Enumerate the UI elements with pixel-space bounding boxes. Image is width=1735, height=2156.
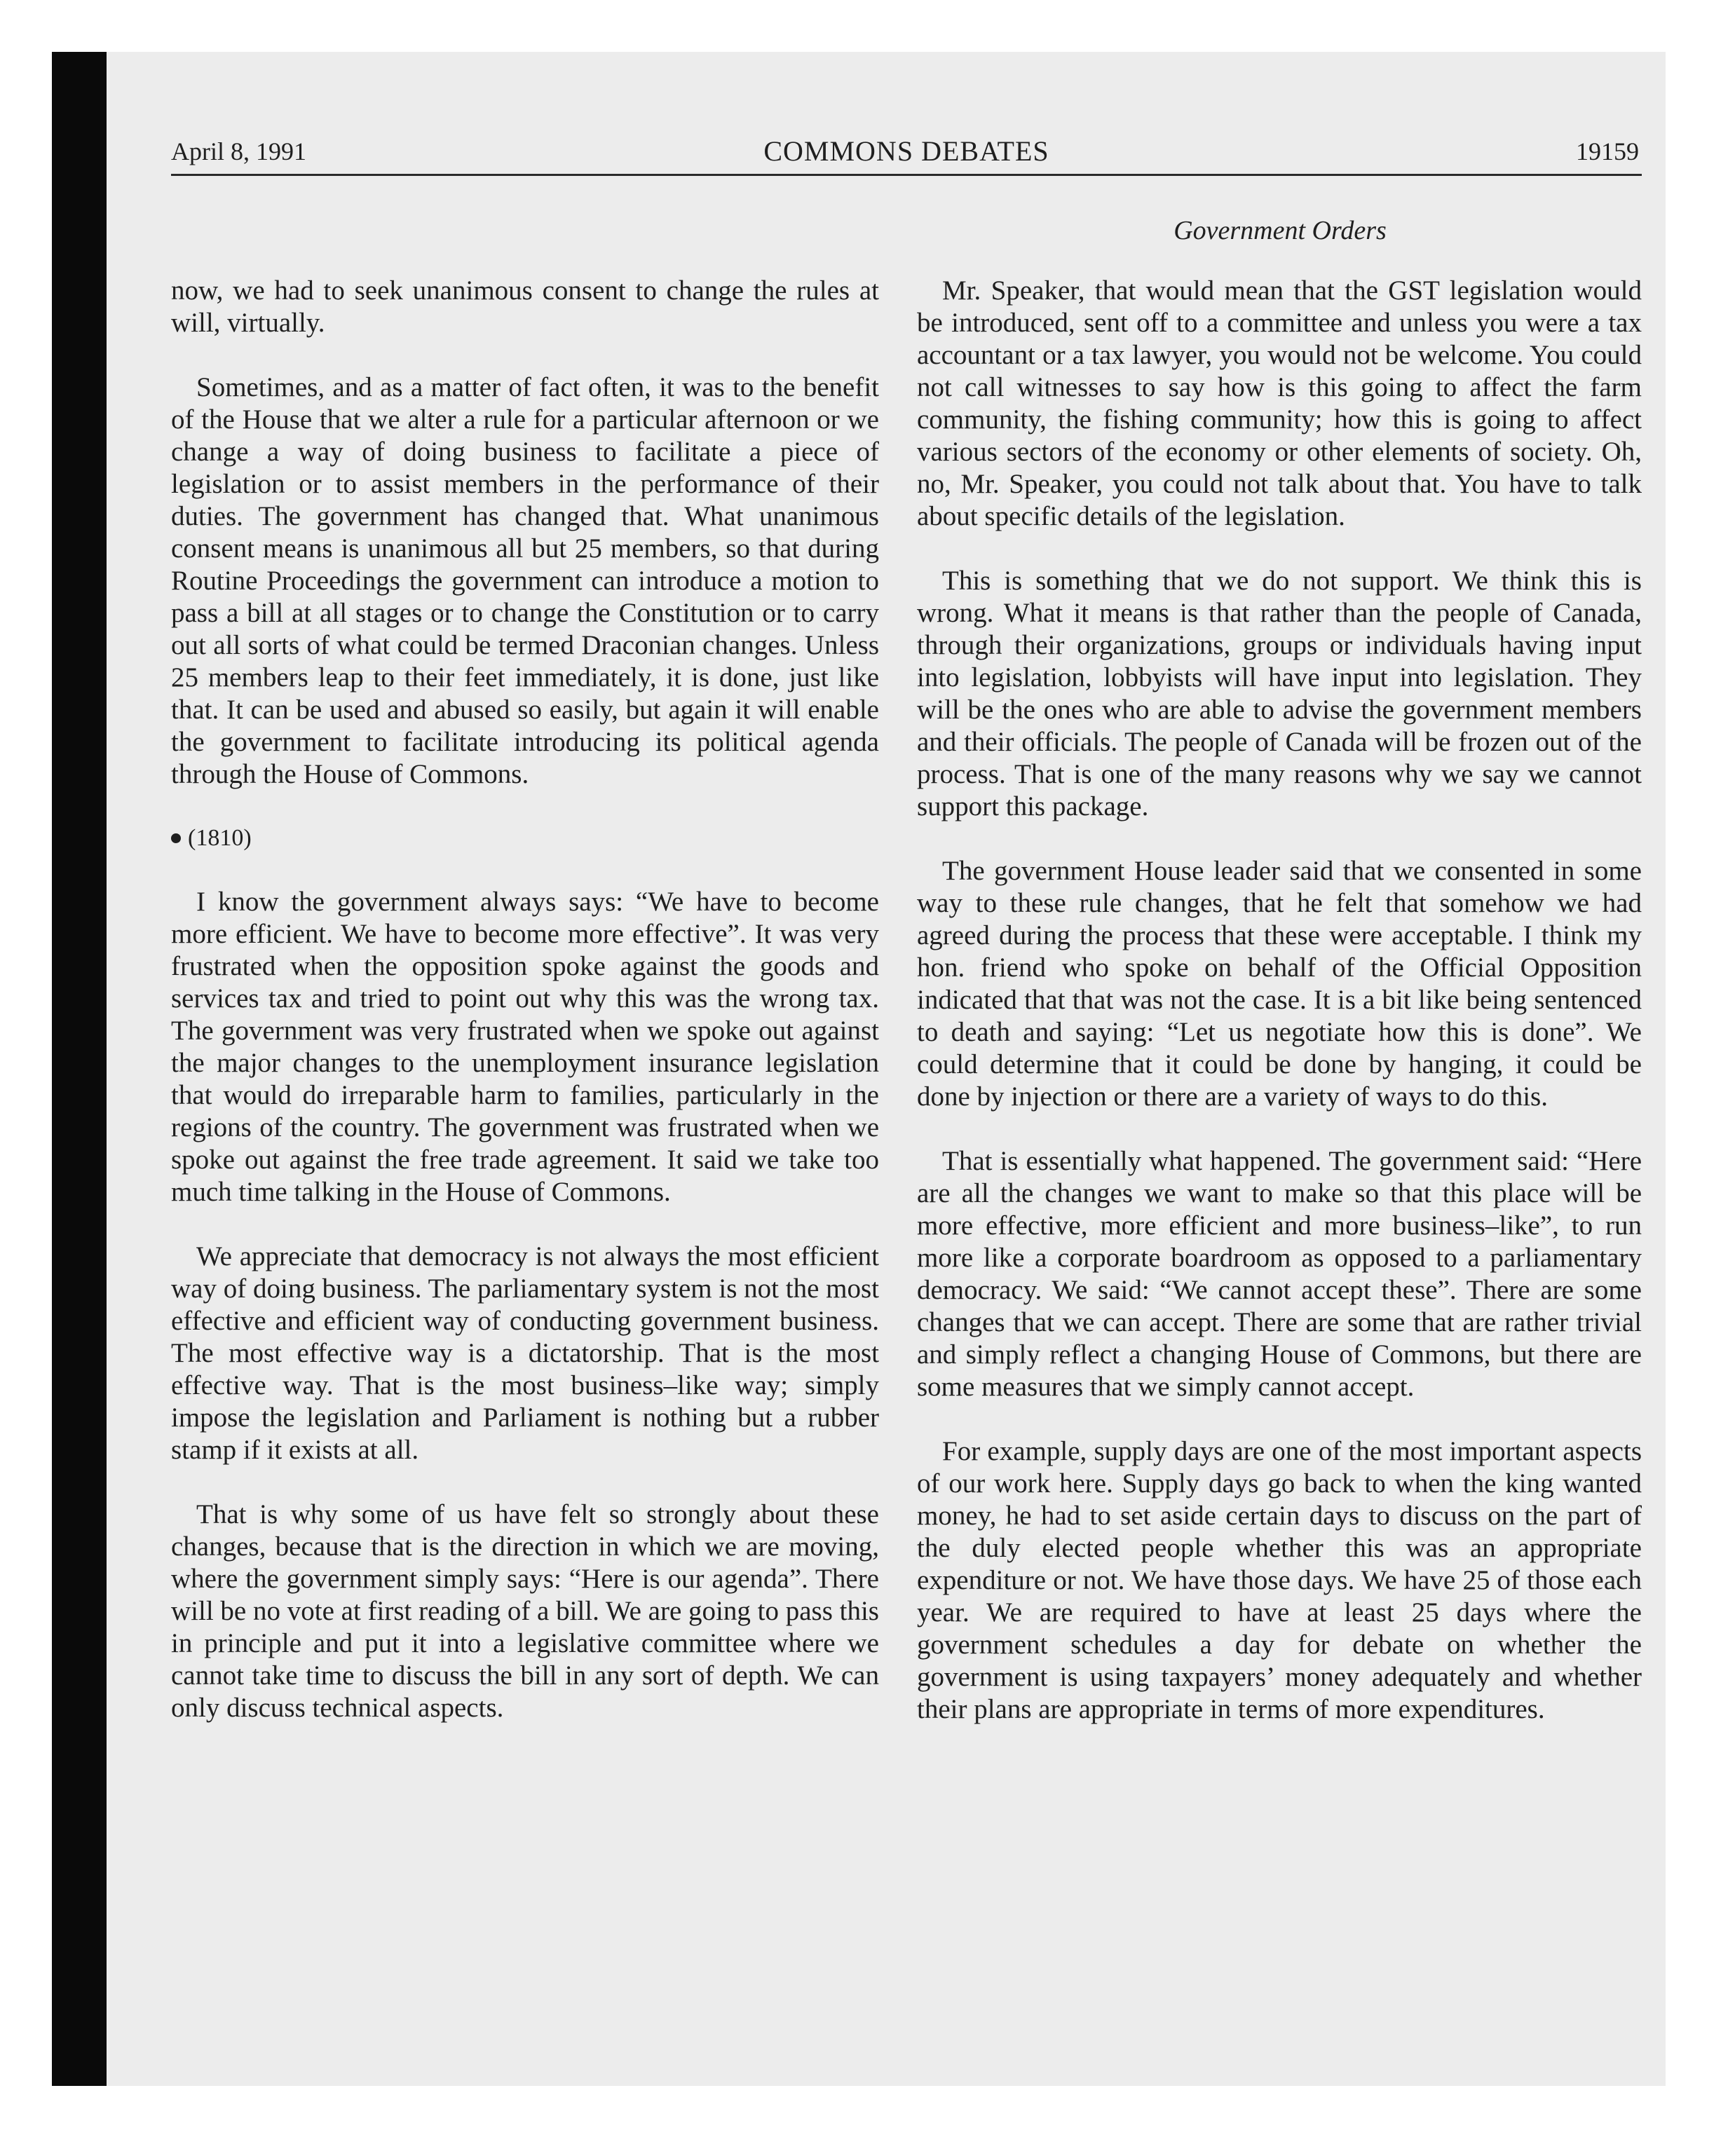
header-date: April 8, 1991: [171, 137, 306, 165]
header-rule: [171, 174, 1642, 176]
paragraph: Sometimes, and as a matter of fact often, it was to the benefit of the House that we alter a rule for a particular afternoon or we change a way of doing business to facilitate a piece of legislation or to assist members in the performance of their duties. The government has changed that. What unanimous consent means is unanimous all but 25 members, so that during Routine Proceedings the government can introduce a motion to pass a bill at all stages or to change the Constitution or to carry out all sorts of what could be termed Draconian changes. Unless 25 members leap to their feet immediately, it is done, just like that. It can be used and abused so easily, but again it will enable the government to facilitate introducing its political agenda through the House of Commons.: [171, 372, 879, 789]
scanned-page: [52, 52, 1666, 2086]
paragraph: This is something that we do not support. We think this is wrong. What it means is that rather than the people of Canada, through their organizations, groups or individuals having input into legislation, lobbyists will have input into legislation. They will be the ones who are able to advise the government members and their officials. The people of Canada will be frozen out of the process. That is one of the many reasons why we say we cannot support this package.: [917, 566, 1642, 821]
paragraph: I know the government always says: “We have to become more efficient. We have to become more effective”. It was very frustrated when the opposition spoke against the goods and services tax and tried to point out why this was the wrong tax. The government was very frustrated when we spoke out against the major changes to the unemployment insurance legislation that would do irreparable harm to families, particularly in the regions of the country. The government was frustrated when we spoke out against the free trade agreement. It said we take too much time talking in the House of Commons.: [171, 887, 879, 1207]
bullet-icon: [171, 833, 181, 843]
left-column: [171, 275, 879, 1756]
time-marker-text: (1810): [188, 825, 252, 851]
header-page-number: 19159: [1576, 137, 1639, 165]
paragraph: The government House leader said that we consented in some way to these rule changes, that he felt that somehow we had agreed during the process that these were acceptable. I think my hon. friend who spoke on behalf of the Official Opposition indicated that that was not the case. It is a bit like being sentenced to death and saying: “Let us negotiate how this is done”. We could determine that it could be done by hanging, it could be done by injection or there are a variety of ways to do this.: [917, 856, 1642, 1112]
paragraph: now, we had to seek unanimous consent to change the rules at will, virtually.: [171, 275, 879, 338]
time-marker: [171, 823, 879, 854]
right-column: [917, 275, 1642, 1758]
paragraph: That is essentially what happened. The government said: “Here are all the changes we want to make so that this place will be more effective, more efficient and more business–like”, to run more like a corporate boardroom as opposed to a parliamentary democracy. We said: “We cannot accept these”. There are some changes that we can accept. There are some that are rather trivial and simply reflect a changing House of Commons, but there are some measures that we simply cannot accept.: [917, 1146, 1642, 1402]
paragraph: That is why some of us have felt so strongly about these changes, because that is the direction in which we are moving, where the government simply says: “Here is our agenda”. There will be no vote at first reading of a bill. We are going to pass this in principle and put it into a legislative committee where we cannot take time to discuss the bill in any sort of depth. We can only discuss technical aspects.: [171, 1499, 879, 1723]
binding-edge: [52, 52, 107, 2086]
paragraph: For example, supply days are one of the most important aspects of our work here. Supply days go back to when the king wanted money, he had to set aside certain days to discuss on the part of the duly elected people whether this was an appropriate expenditure or not. We have those days. We have 25 of those each year. We are required to have at least 25 days where the government schedules a day for debate on whether the government is using taxpayers’ money adequately and whether their plans are appropriate in terms of more expenditures.: [917, 1436, 1642, 1724]
header-title: COMMONS DEBATES: [763, 135, 1049, 167]
paragraph: We appreciate that democracy is not always the most efficient way of doing business. The parliamentary system is not the most effective and efficient way of conducting government business. The most effective way is a dictatorship. That is the most effective way. That is the most business–like way; simply impose the legislation and Parliament is nothing but a rubber stamp if it exists at all.: [171, 1241, 879, 1465]
section-label: Government Orders: [1173, 216, 1387, 245]
page-content: [171, 52, 1643, 2086]
paragraph: Mr. Speaker, that would mean that the GST legislation would be introduced, sent off to a committee and unless you were a tax accountant or a tax lawyer, you would not be welcome. You could not call witnesses to say how is this going to affect the farm community, the fishing community; how this is going to affect various sectors of the economy or other elements of society. Oh, no, Mr. Speaker, you could not talk about that. You have to talk about specific details of the legislation.: [917, 275, 1642, 531]
